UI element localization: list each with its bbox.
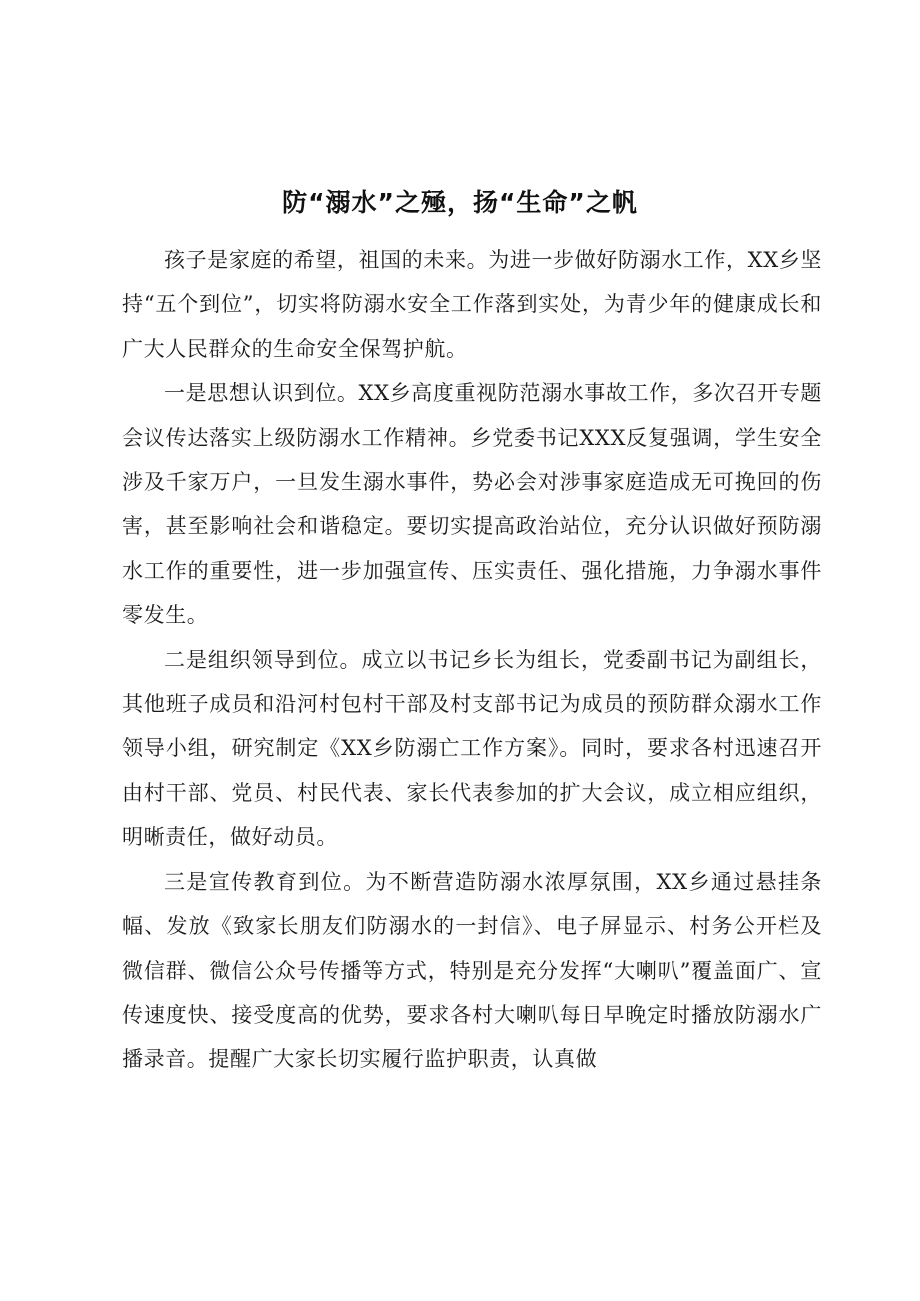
paragraph-organization: 二是组织领导到位。成立以书记乡长为组长，党委副书记为副组长，其他班子成员和沿河村包村干部及村支部书记为成员的预防群众溺水工作领导小组，研究制定《XX乡防溺亡工作方案》。同时，要求各村迅速召开由村干部、党员、村民代表、家长代表参加的扩大会议，成立相应组织，明晰责任，做好动员。 <box>122 647 822 850</box>
paragraph-publicity: 三是宣传教育到位。为不断营造防溺水浓厚氛围，XX乡通过悬挂条幅、发放《致家长朋友们防溺水的一封信》、电子屏显示、村务公开栏及微信群、微信公众号传播等方式，特别是充分发挥“大喇叭”覆盖面广、宣传速度快、接受度高的优势，要求各村大喇叭每日早晚定时播放防溺水广播录音。提醒广大家长切实履行监护职责，认真做 <box>122 869 822 1072</box>
document-title: 防“溺水”之殛，扬“生命”之帆 <box>282 187 638 217</box>
paragraph-thinking: 一是思想认识到位。XX乡高度重视防范溺水事故工作，多次召开专题会议传达落实上级防溺水工作精神。乡党委书记XXX反复强调，学生安全涉及千家万户，一旦发生溺水事件，势必会对涉事家庭造成无可挽回的伤害，甚至影响社会和谐稳定。要切实提高政治站位，充分认识做好预防溺水工作的重要性，进一步加强宣传、压实责任、强化措施，力争溺水事件零发生。 <box>122 381 822 628</box>
document-body <box>122 238 822 1082</box>
paragraph-intro: 孩子是家庭的希望，祖国的未来。为进一步做好防溺水工作，XX乡坚持“五个到位”，切实将防溺水安全工作落到实处，为青少年的健康成长和广大人民群众的生命安全保驾护航。 <box>122 248 822 361</box>
